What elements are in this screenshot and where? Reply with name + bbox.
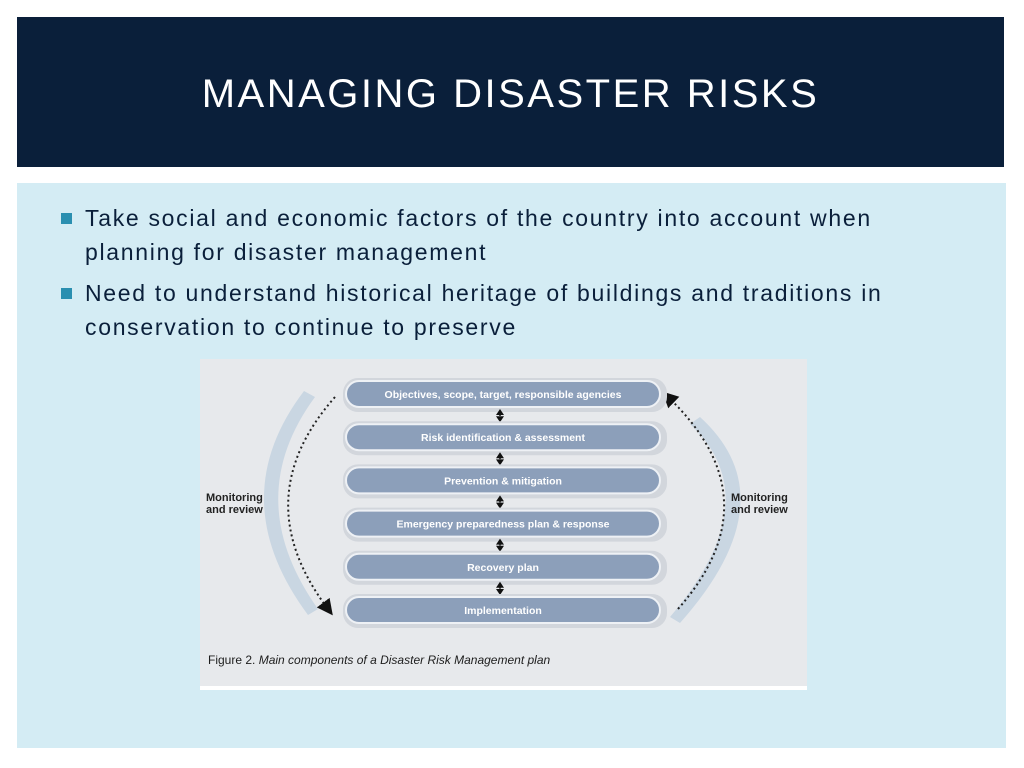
right-cycle-band [670, 417, 741, 623]
monitoring-review-right [731, 492, 788, 516]
step-label: Implementation [464, 605, 542, 617]
bullet-item-2 [61, 276, 961, 344]
title-bar [17, 17, 1004, 167]
left-label-line-2: and review [206, 504, 263, 516]
caption-label: Figure 2. [208, 653, 256, 667]
figure-caption [208, 653, 550, 667]
monitoring-review-left [206, 492, 263, 516]
bullet-list [61, 201, 961, 351]
square-bullet-icon [61, 213, 72, 224]
caption-text: Main components of a Disaster Risk Management plan [258, 653, 551, 667]
step-1 [343, 378, 667, 412]
step-label: Risk identification & assessment [421, 432, 585, 445]
slide-title: MANAGING DISASTER RISKS [201, 71, 820, 116]
step-6 [343, 594, 667, 628]
step-5 [343, 551, 667, 585]
right-label-line-2: and review [731, 504, 788, 516]
drm-figure [200, 359, 807, 690]
bullet-text-1: Take social and economic factors of the country into account when planning for disaster management [85, 205, 872, 265]
content-area [17, 183, 1006, 748]
bullet-text-2: Need to understand historical heritage of buildings and traditions in conservation to continue to preserve [85, 280, 883, 340]
step-label: Recovery plan [467, 561, 539, 574]
step-label: Emergency preparedness plan & response [396, 518, 610, 531]
drm-diagram [200, 359, 807, 686]
bullet-item-1 [61, 201, 961, 269]
right-label-line-1: Monitoring [731, 492, 788, 504]
step-2 [343, 421, 667, 455]
step-label: Objectives, scope, target, responsible agencies [384, 389, 622, 401]
step-3 [343, 464, 667, 498]
step-label: Prevention & mitigation [444, 475, 562, 488]
square-bullet-icon [61, 288, 72, 299]
left-label-line-1: Monitoring [206, 492, 263, 504]
step-4 [343, 508, 667, 542]
